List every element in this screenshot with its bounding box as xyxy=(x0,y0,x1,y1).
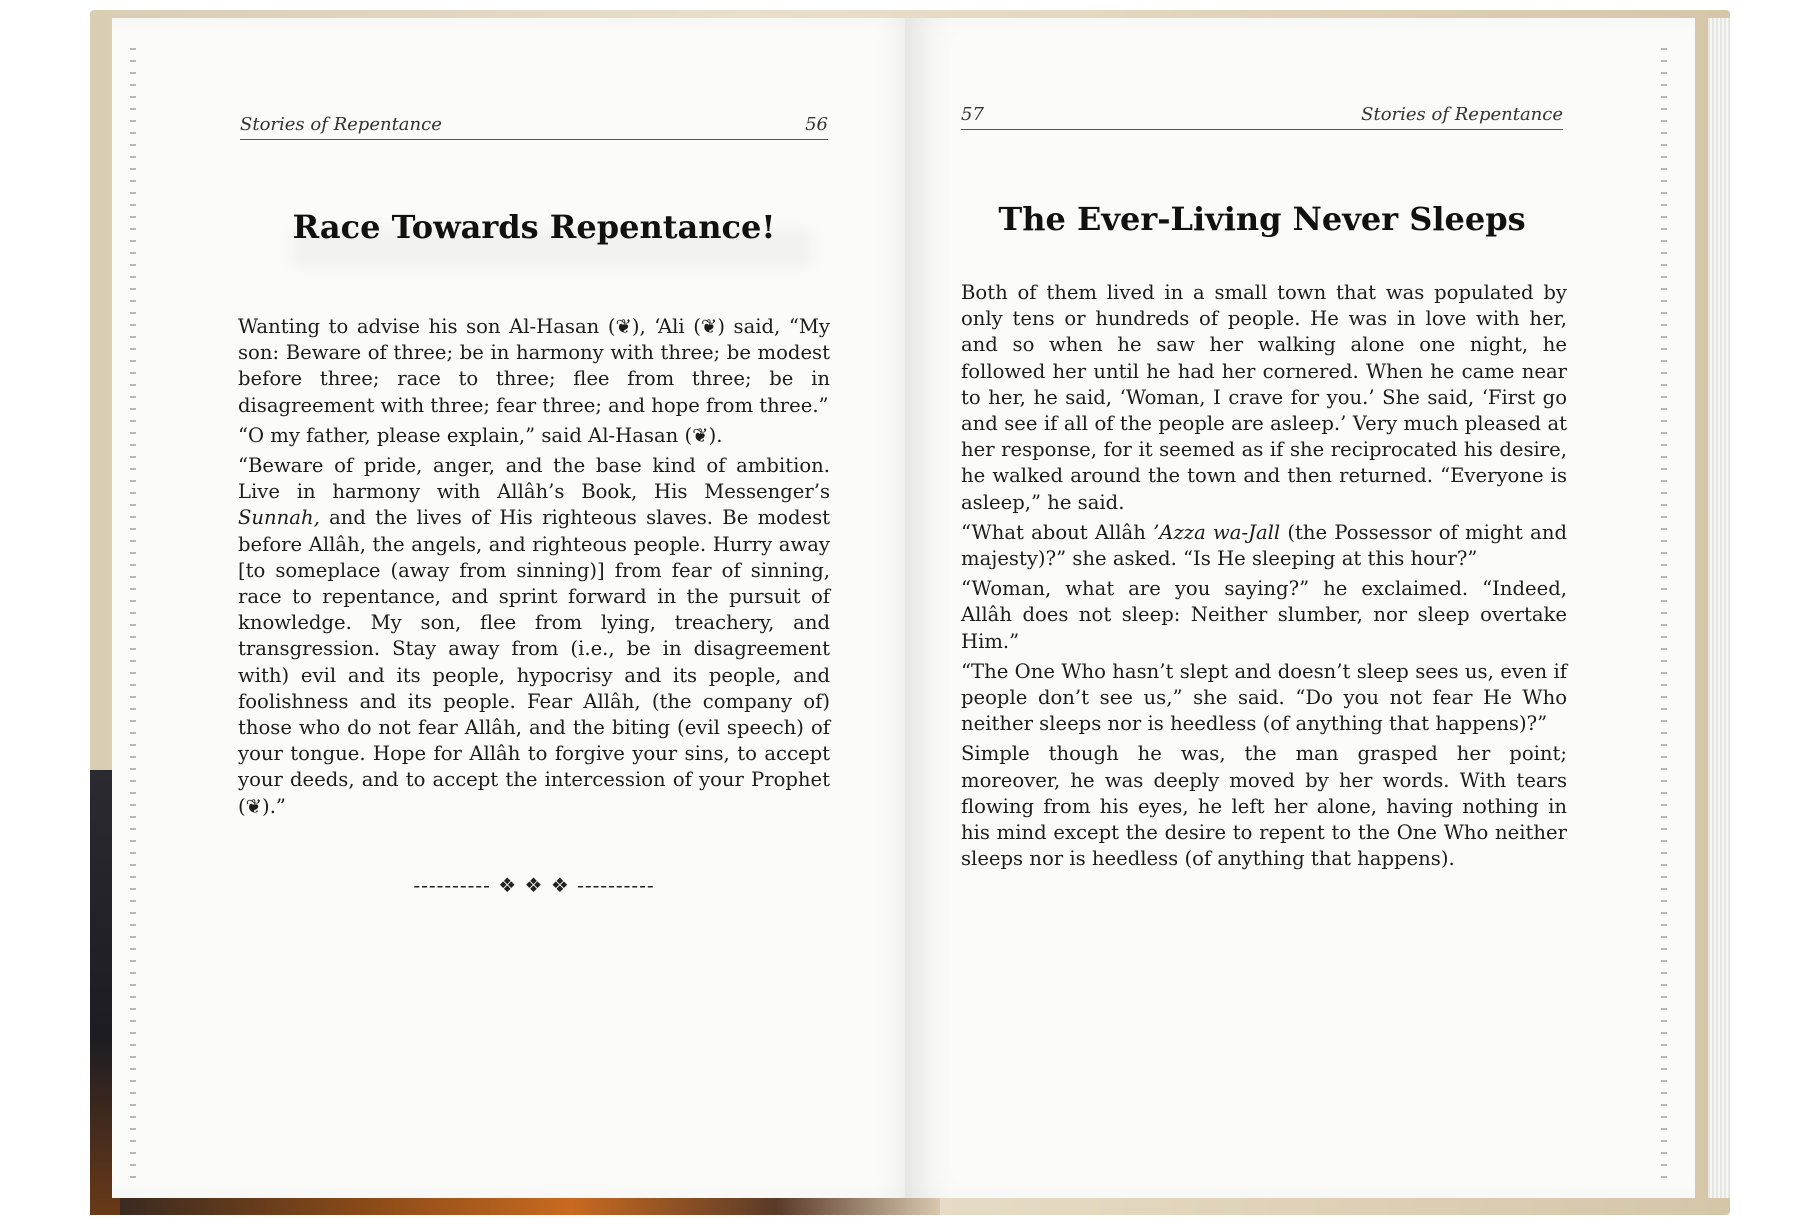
body-text xyxy=(238,314,830,824)
text-run: “What about Allâh xyxy=(961,520,1146,544)
running-header xyxy=(240,114,828,140)
chapter-heading: The Ever-Living Never Sleeps xyxy=(998,200,1526,238)
page-number: 57 xyxy=(961,104,984,125)
binding-stitch xyxy=(1661,48,1667,1178)
paragraph xyxy=(238,453,830,820)
text-run: “Beware of pride, anger, and the base kind of ambition. Live in harmony with Allâh’s Book, His Messenger’s xyxy=(238,454,830,504)
binding-stitch xyxy=(130,48,136,1178)
paragraph: “O my father, please explain,” said Al-Hasan (❦). xyxy=(238,423,723,447)
text-run: and the lives of His righteous slaves. Be modest before Allâh, the angels, and righteous people. Hurry away [to someplace (away from sinning)] from fear of sinning, race to repentance, and sprint forward in the pursuit of knowledge. My son, flee from lying, treachery, and transgression. Stay away from (i.e., be in disagreement with) evil and its people, hypocrisy and its people, and foolishness and its people. Fear Allâh, (the company of) those who do not fear Allâh, and the biting (evil speech) of your tongue. Hope for Allâh to forgive your sins, to accept your deeds, and to accept the intercession of your Prophet (❦).” xyxy=(238,506,831,818)
paragraph: Wanting to advise his son Al-Hasan (❦), ‘Ali (❦) said, “My son: Beware of three; be in harmony with three; be modest before three; race to three; flee from three; be in disagreement with three; fear three; and hope from three.” xyxy=(238,315,830,417)
body-text xyxy=(961,280,1567,876)
italic-term: ’Azza wa-Jall xyxy=(1153,520,1281,544)
right-page xyxy=(905,18,1695,1198)
paragraph: Simple though he was, the man grasped her point; moreover, he was deeply moved by her words. With tears flowing from his eyes, he left her alone, having nothing in his mind except the desire to repent to the One Who neither sleeps nor is heedless (of anything that happens). xyxy=(961,742,1567,871)
chapter-heading: Race Towards Repentance! xyxy=(292,208,776,246)
running-header xyxy=(961,104,1563,130)
paragraph xyxy=(961,520,1567,572)
left-page xyxy=(112,18,922,1198)
paragraph: “Woman, what are you saying?” he exclaimed. “Indeed, Allâh does not sleep: Neither slumber, nor sleep overtake Him.” xyxy=(961,577,1567,653)
paragraph: “The One Who hasn’t slept and doesn’t sleep sees us, even if people don’t see us,” she said. “Do you not fear He Who neither sleeps nor is heedless (of anything that happens)?” xyxy=(961,659,1567,736)
running-title: Stories of Repentance xyxy=(1361,104,1563,125)
italic-term: Sunnah, xyxy=(238,506,320,530)
page-block-edge xyxy=(1708,18,1730,1198)
text-run: (the Possessor of might and majesty)?” she asked. “Is He sleeping at this hour?” xyxy=(961,520,1567,571)
cover-artwork-bottom xyxy=(120,1198,940,1215)
running-title: Stories of Repentance xyxy=(240,114,442,135)
open-book xyxy=(90,10,1730,1215)
paragraph: Both of them lived in a small town that was populated by only tens or hundreds of people. He was in love with her, and so when he saw her walking alone one night, he followed her until he had her cornered. When he came near to her, he said, ‘Woman, I crave for you.’ She said, ‘First go and see if all of the people are asleep.’ Very much pleased at her response, for it seemed as if she reciprocated his desire, he walked around the town and then returned. “Everyone is asleep,” he said. xyxy=(961,281,1567,514)
section-divider-ornament: ---------- ❖ ❖ ❖ ---------- xyxy=(413,873,655,897)
page-number: 56 xyxy=(805,114,828,135)
